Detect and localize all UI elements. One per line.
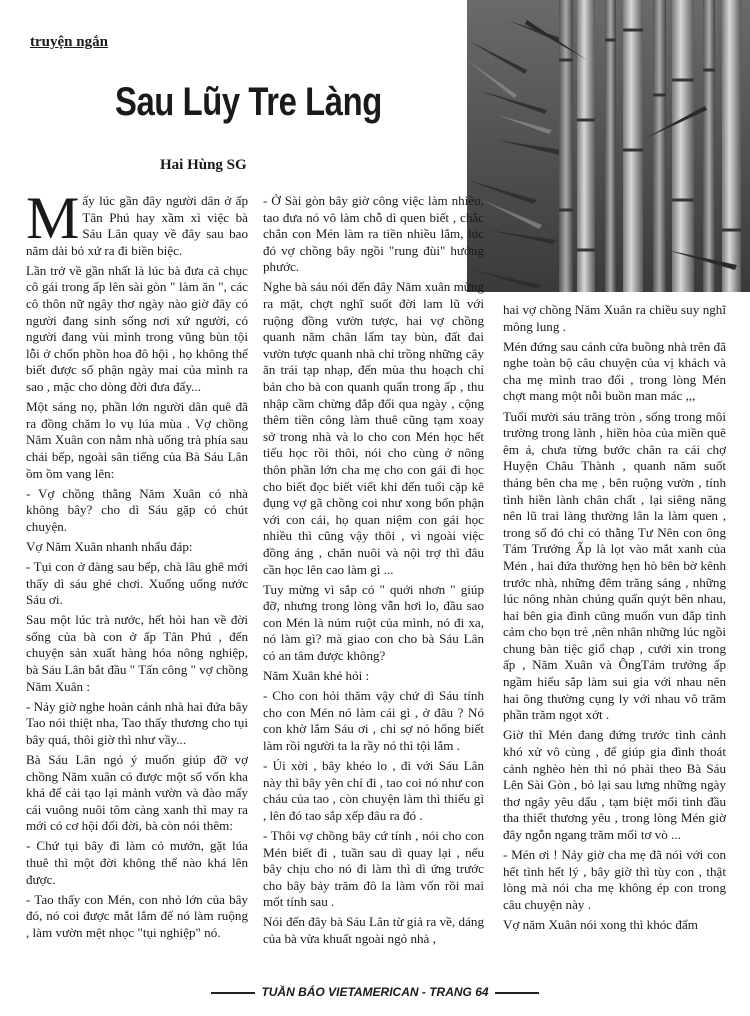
footer-rule-right xyxy=(495,992,539,994)
story-title: Sau Lũy Tre Làng xyxy=(115,80,382,124)
paragraph: - Ở Sài gòn bây giờ công việc làm nhiều, tao đưa nó vô làm chỗ dì quen biết , chắc chắn con Mén làm ra tiền nhiều lắm, lúc đó vợ chồng bây ngồi "rung đùi" hưởng phước. xyxy=(263,193,484,275)
article-column-1 xyxy=(26,193,248,979)
paragraph: Mấy lúc gần đây người dân ở ấp Tân Phú hay xầm xì việc bà Sáu Lân quay về đây sau bao năm dài bỏ xứ ra đi biền biệc. xyxy=(26,193,248,258)
paragraph: - Úi xời , bây khéo lo , đi với Sáu Lân này thì bây yên chí đi , tao coi nó như con cháu của tao , còn chuyện làm thì thiếu gì , lên đó tao sắp xếp đâu ra đó . xyxy=(263,758,484,823)
paragraph: - Tụi con ở đàng sau bếp, chà lâu ghê mới thấy dì sáu ghé chơi. Xuống uống nước Sáu ơi. xyxy=(26,558,248,608)
paragraph: Giờ thì Mén đang đứng trước tình cảnh khó xử vô cùng , để giúp gia đình thoát cảnh nghèo hèn thì nó phải theo Bà Sáu Lên Sài Gòn , bỏ lại sau lưng những ngày thơ ngây yêu dấu , tạm biệt mối tình đầu tha thiết thương yêu , trong lòng Mén giờ đây ngỗn ngang trăm mối tơ vò ... xyxy=(503,727,726,842)
paragraph: - Vợ chồng thằng Năm Xuân có nhà không bây? cho dì Sáu gặp có chút chuyện. xyxy=(26,485,248,534)
section-label: truyện ngắn xyxy=(30,34,108,50)
paragraph: Vợ năm Xuân nói xong thì khóc đẩm xyxy=(503,916,698,932)
paragraph: - Nảy giờ nghe hoàn cảnh nhà hai đứa bây Tao nói thiệt nha, Tao thấy thương cho tụi bây quá, thôi giờ thì như vầy... xyxy=(26,698,248,747)
footer-text: TUẦN BÁO VIETAMERICAN - TRANG 64 xyxy=(261,985,489,999)
footer-rule-left xyxy=(211,992,255,994)
drop-cap: M xyxy=(26,193,80,251)
paragraph: Lần trở về gần nhất là lúc bà đưa cả chục cô gái trong ấp lên sài gòn " làm ăn ", các cô thôn nữ ngây thơ ngày nào giờ đây có người đang sinh sống nơi xứ người, có người đang vùi mình trong vũng bùn tội lỗi ở chốn phồn hoa đô hội , họ không thể biết được số phận ngày mai của mình ra sao , mặc cho dòng đời đưa đẩy... xyxy=(26,262,248,395)
paragraph: Một sáng nọ, phần lớn người dân quê đã ra đồng chăm lo vụ lúa mùa . Vợ chồng Năm Xuân con nằm nhà uống trà phía sau chái bếp, ngoài sân tiếng của Bà Sáu Lân ồm ồm vang lên: xyxy=(26,399,248,481)
author-byline: Hai Hùng SG xyxy=(160,157,247,173)
paragraph: - Chứ tụi bây đi làm cỏ mướn, gặt lúa thuê thì một đời không thể nào khá lên được. xyxy=(26,838,248,887)
paragraph: - Thôi vợ chồng bây cứ tính , nói cho con Mén biết đi , tuần sau dì quay lại , nếu bây chịu cho nó đi làm thì dì ứng trước cho bây bảy trăm đô la làm vốn rồi mai mốt tính sau . xyxy=(263,827,484,910)
paragraph: Mén đứng sau cánh cửa buồng nhà trên đã nghe toàn bộ câu chuyện của vị khách và cha mẹ mình trao đổi , trong lòng Mén chợt mang một nỗi buồn man mác ,,, xyxy=(503,338,726,404)
paragraph: Tuy mừng vì sắp có " quới nhơn " giúp đỡ, nhưng trong lòng vẫn hơi lo, đầu sao con Mén là núm ruột của mình, nó đi xa, nó làm gì? mà giao con cho bà Sáu Lân có an tâm được không? xyxy=(263,581,484,664)
paragraph: Vợ Năm Xuân nhanh nhẩu đáp: xyxy=(26,538,193,554)
paragraph: - Mén ơi ! Nảy giờ cha mẹ đã nói với con hết tình hết lý , bây giờ thì tùy con , thật lòng mà nói cha mẹ không ép con trong câu chuyện này . xyxy=(503,847,726,912)
bamboo-grove-photo xyxy=(467,0,750,292)
paragraph: Bà Sáu Lân ngỏ ý muốn giúp đỡ vợ chồng Năm xuân có được một số vốn kha khá để cải tạo lại mảnh vườn và đào mấy cái vuông nuôi tôm càng xanh thì may ra mới có cơ hội đổi đời, bà còn nói thêm: xyxy=(26,752,248,834)
paragraph: Tuổi mười sáu trăng tròn , sống trong môi trường trong lành , hiền hòa của miền quê êm ả, chưa từng bước chân ra cái chợ Huyện Châu Thành , quanh năm suốt tháng bên cha mẹ , bên ruộng vườn , tính tình hiền lành chân chất , lại siêng năng nên lũ trai làng thường lân la làm quen , trong số đó chỉ có thằng Tư Nên con ông Tám Trưởng Ấp là lọt vào mắt xanh của Mén , hai đứa thường hẹn hò bên bờ kênh trước nhà, những đêm trăng sáng , những lúc nông nhàn chúng quấn quýt bên nhau, hai bên gia đình cũng muốn vun đắp tình cảm cho bọn trẻ ,nên nhân những lúc ngồi chung bàn tiệc giổ chạp , cưới xin trong ấp , Năm Xuân và ÔngTám trưởng ấp ngầm hiểu sắp làm sui gia với nhau nên hai ông thường cụng ly với nhau vô trăm phần trăm ngọt xớt . xyxy=(503,408,726,723)
paragraph: Năm Xuân khẻ hỏi : xyxy=(263,668,370,684)
paragraph: Sau một lúc trà nước, hết hỏi han về đời sống của bà con ở ấp Tân Phú , đến chuyện sản xuất hàng hóa nông nghiệp, bà Sáu Lân bắt đầu " Tấn công " vợ chồng Năm Xuân : xyxy=(26,612,248,694)
page-footer xyxy=(0,985,750,999)
article-column-3 xyxy=(503,302,726,982)
paragraph: Nói đến đây bà Sáu Lân từ giả ra về, dáng của bà vừa khuất ngoài ngỏ nhà , xyxy=(263,914,484,947)
paragraph: hai vợ chồng Năm Xuân ra chiều suy nghĩ mông lung . xyxy=(503,302,726,334)
article-column-2 xyxy=(263,193,484,979)
paragraph: - Tao thấy con Mén, con nhỏ lớn của bây đó, nó coi được mắt lắm để nó làm ruộng , làm vườn mệt nhọc "tụi nghiệp" nó. xyxy=(26,891,248,940)
paragraph: Nghe bà sáu nói đến đây Năm xuân mừng ra mặt, chợt nghĩ suốt đời lam lũ với ruộng đồng vườn tược, hai vợ chồng quanh năm chân lấm tay bùn, đất đai vườn tược quanh nhà chỉ trồng những cây ăn trái tạp nhạp, đến mùa thu hoạch chỉ bán cho bà con quanh quẩn trong ấp , thu nhập cầm chừng đắp đổi qua ngày , cộng thêm tiền công làm thuê cũng tạm xoay sở trong nhà và lo cho con Mén học hết tiểu học rồi thôi, nói cho cùng ở nông thôn phần lớn cha mẹ cho con gái đi học cho biết đọc biết viết khi đến tuổi cặp kê đụng vợ gã chồng coi như xong bổn phận với con cái, họ quan niệm con gái học nhiều thì cũng vậy thôi , vì ngoài việc đồng áng , chăn nuôi và nội trợ thì đâu cần học lên cao làm gì ... xyxy=(263,279,484,577)
paragraph: - Cho con hỏi thăm vậy chứ dì Sáu tính cho con Mén nó làm cái gì , ở đâu ? Nó con khờ lắm Sáu ơi , chỉ sợ nó hổng biết làm rồi người ta la rầy nó thì tội lắm . xyxy=(263,688,484,753)
